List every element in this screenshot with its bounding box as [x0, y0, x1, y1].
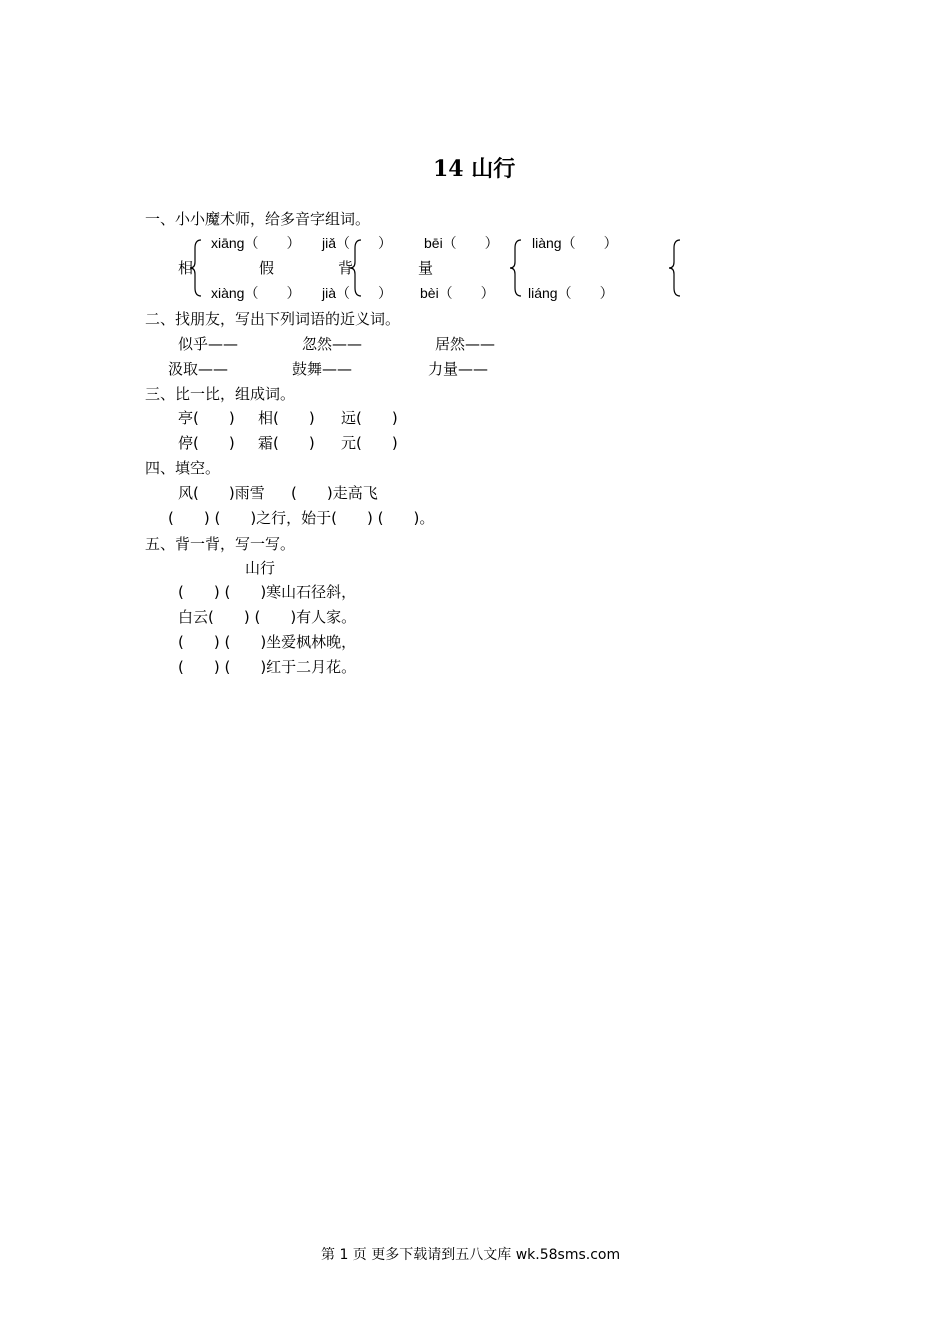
pinyin-jia4: jià（ ） — [322, 285, 393, 301]
section-5-heading: 五、背一背，写一写。 — [145, 535, 296, 553]
brace-2 — [349, 238, 369, 298]
page-title: 14 山行 — [433, 156, 516, 182]
pinyin-xiang4: xiàng（ ） — [211, 285, 301, 301]
brace-3 — [509, 238, 529, 298]
pinyin-bei1: bēi（ ） — [424, 235, 499, 251]
compare-item: 停( ) — [178, 434, 235, 452]
pinyin-bei4: bèi（ ） — [420, 285, 495, 301]
section-2-heading: 二、找朋友，写出下列词语的近义词。 — [145, 310, 401, 328]
poem-title: 山行 — [245, 559, 276, 577]
compare-item: 元( ) — [341, 434, 398, 452]
char-jia: 假 — [259, 259, 275, 277]
poem-line: 白云( ) ( )有人家。 — [178, 608, 357, 626]
pinyin-liang4: liàng（ ） — [532, 235, 618, 251]
compare-item: 霜( ) — [258, 434, 315, 452]
synonym-item: 居然—— — [435, 335, 496, 353]
poem-line: ( ) ( )寒山石径斜， — [178, 583, 357, 601]
synonym-item: 似乎—— — [178, 335, 239, 353]
char-xiang: 相 — [178, 259, 194, 277]
synonym-item: 汲取—— — [168, 360, 229, 378]
brace-1 — [189, 238, 209, 298]
char-liang: 量 — [418, 259, 434, 277]
idiom-fill: ( )走高飞 — [291, 484, 378, 502]
char-bei: 背 — [338, 259, 354, 277]
proverb-fill: ( ) ( )之行，始于( ) ( )。 — [168, 509, 435, 527]
poem-line: ( ) ( )红于二月花。 — [178, 658, 357, 676]
brace-4 — [668, 238, 688, 298]
synonym-item: 力量—— — [428, 360, 489, 378]
synonym-item: 忽然—— — [302, 335, 363, 353]
compare-item: 相( ) — [258, 409, 315, 427]
poem-line: ( ) ( )坐爱枫林晚， — [178, 633, 357, 651]
idiom-fill: 风( )雨雪 — [178, 484, 265, 502]
section-4-heading: 四、填空。 — [145, 459, 221, 477]
synonym-item: 鼓舞—— — [292, 360, 353, 378]
section-1-heading: 一、小小魔术师，给多音字组词。 — [145, 210, 371, 228]
page-footer: 第 1 页 更多下载请到五八文库 wk.58sms.com — [321, 1247, 621, 1263]
section-3-heading: 三、比一比，组成词。 — [145, 385, 296, 403]
pinyin-jia3: jiǎ（ ） — [322, 235, 393, 251]
compare-item: 亭( ) — [178, 409, 235, 427]
pinyin-xiang1: xiāng（ ） — [211, 235, 301, 251]
compare-item: 远( ) — [341, 409, 398, 427]
pinyin-liang2: liáng（ ） — [528, 285, 614, 301]
